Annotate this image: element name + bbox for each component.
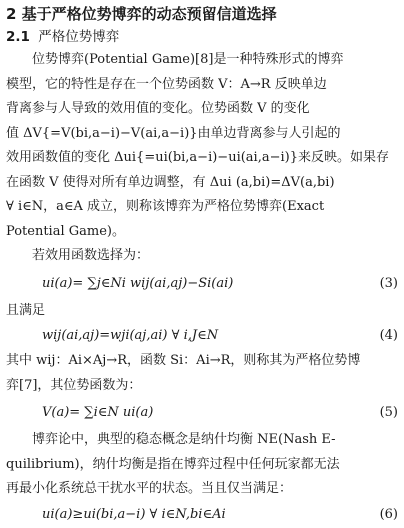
section-number: 2 bbox=[6, 5, 17, 23]
text-line: 背离参与人导致的效用值的变化。位势函数 V 的变化 bbox=[6, 101, 310, 116]
subsection-heading bbox=[6, 26, 398, 48]
text-line: 模型，它的特性是存在一个位势函数 V：A→R 反映单边 bbox=[6, 76, 327, 92]
equation-5 bbox=[6, 398, 398, 428]
equation-4 bbox=[6, 323, 398, 349]
equation-number: (3) bbox=[379, 275, 398, 291]
equation-expression: wij(ai,aj)=wji(aj,ai) ∀ i,J∈N bbox=[42, 328, 219, 343]
text-line: 效用函数值的变化 Δui{=ui(bi,a−i)−ui(ai,a−i)}来反映。如果存 bbox=[6, 150, 389, 165]
paragraph-definition bbox=[6, 349, 398, 398]
equation-expression: ui(a)= ∑j∈Ni wij(ai,aj)−Si(ai) bbox=[42, 275, 234, 291]
text-line: 在函数 V 使得对所有单边调整，有 Δui (a,bi)=ΔV(a,bi) bbox=[6, 174, 335, 190]
text-line: 博弈论中，典型的稳态概念是纳什均衡 NE(Nash E- bbox=[32, 432, 336, 447]
text-line: Potential Game)。 bbox=[6, 223, 125, 239]
equation-number: (4) bbox=[379, 328, 398, 343]
text-line: ∀ i∈N，a∈A 成立，则称该博弈为严格位势博弈(Exact bbox=[6, 199, 325, 214]
text-line: 其中 wij：Ai×Aj→R，函数 Si：Ai→R，则称其为严格位势博 bbox=[6, 353, 361, 368]
section-heading bbox=[6, 4, 398, 24]
equation-expression: V(a)= ∑i∈N ui(a) bbox=[42, 405, 154, 420]
paragraph-condition: 且满足 bbox=[6, 302, 46, 318]
equation-number: (6) bbox=[379, 506, 398, 522]
text-line: quilibrium)，纳什均衡是指在博弈过程中任何玩家都无法 bbox=[6, 456, 340, 472]
equation-6 bbox=[6, 502, 398, 528]
subsection-title: 严格位势博弈 bbox=[38, 29, 120, 45]
text-line: 位势博弈(Potential Game)[8]是一种特殊形式的博弈 bbox=[32, 52, 344, 67]
text-line: 值 ΔV{=V(bi,a−i)−V(ai,a−i)}由单边背离参与人引起的 bbox=[6, 125, 341, 141]
subsection-number: 2.1 bbox=[6, 29, 30, 45]
paper-page bbox=[6, 4, 398, 522]
section-title: 基于严格位势博弈的动态预留信道选择 bbox=[21, 5, 277, 23]
paragraph-utility-choice: 若效用函数选择为： bbox=[32, 248, 150, 263]
equation-expression: ui(a)≥ui(bi,a−i) ∀ i∈N,bi∈Ai bbox=[42, 506, 226, 522]
paragraph-nash-equilibrium bbox=[6, 428, 398, 502]
equation-number: (5) bbox=[379, 405, 398, 420]
text-line: 弈[7]，其位势函数为： bbox=[6, 377, 142, 393]
paragraph-potential-game bbox=[6, 48, 398, 244]
text-line: 再最小化系统总干扰水平的状态。当且仅当满足： bbox=[6, 481, 293, 496]
equation-3 bbox=[6, 269, 398, 299]
